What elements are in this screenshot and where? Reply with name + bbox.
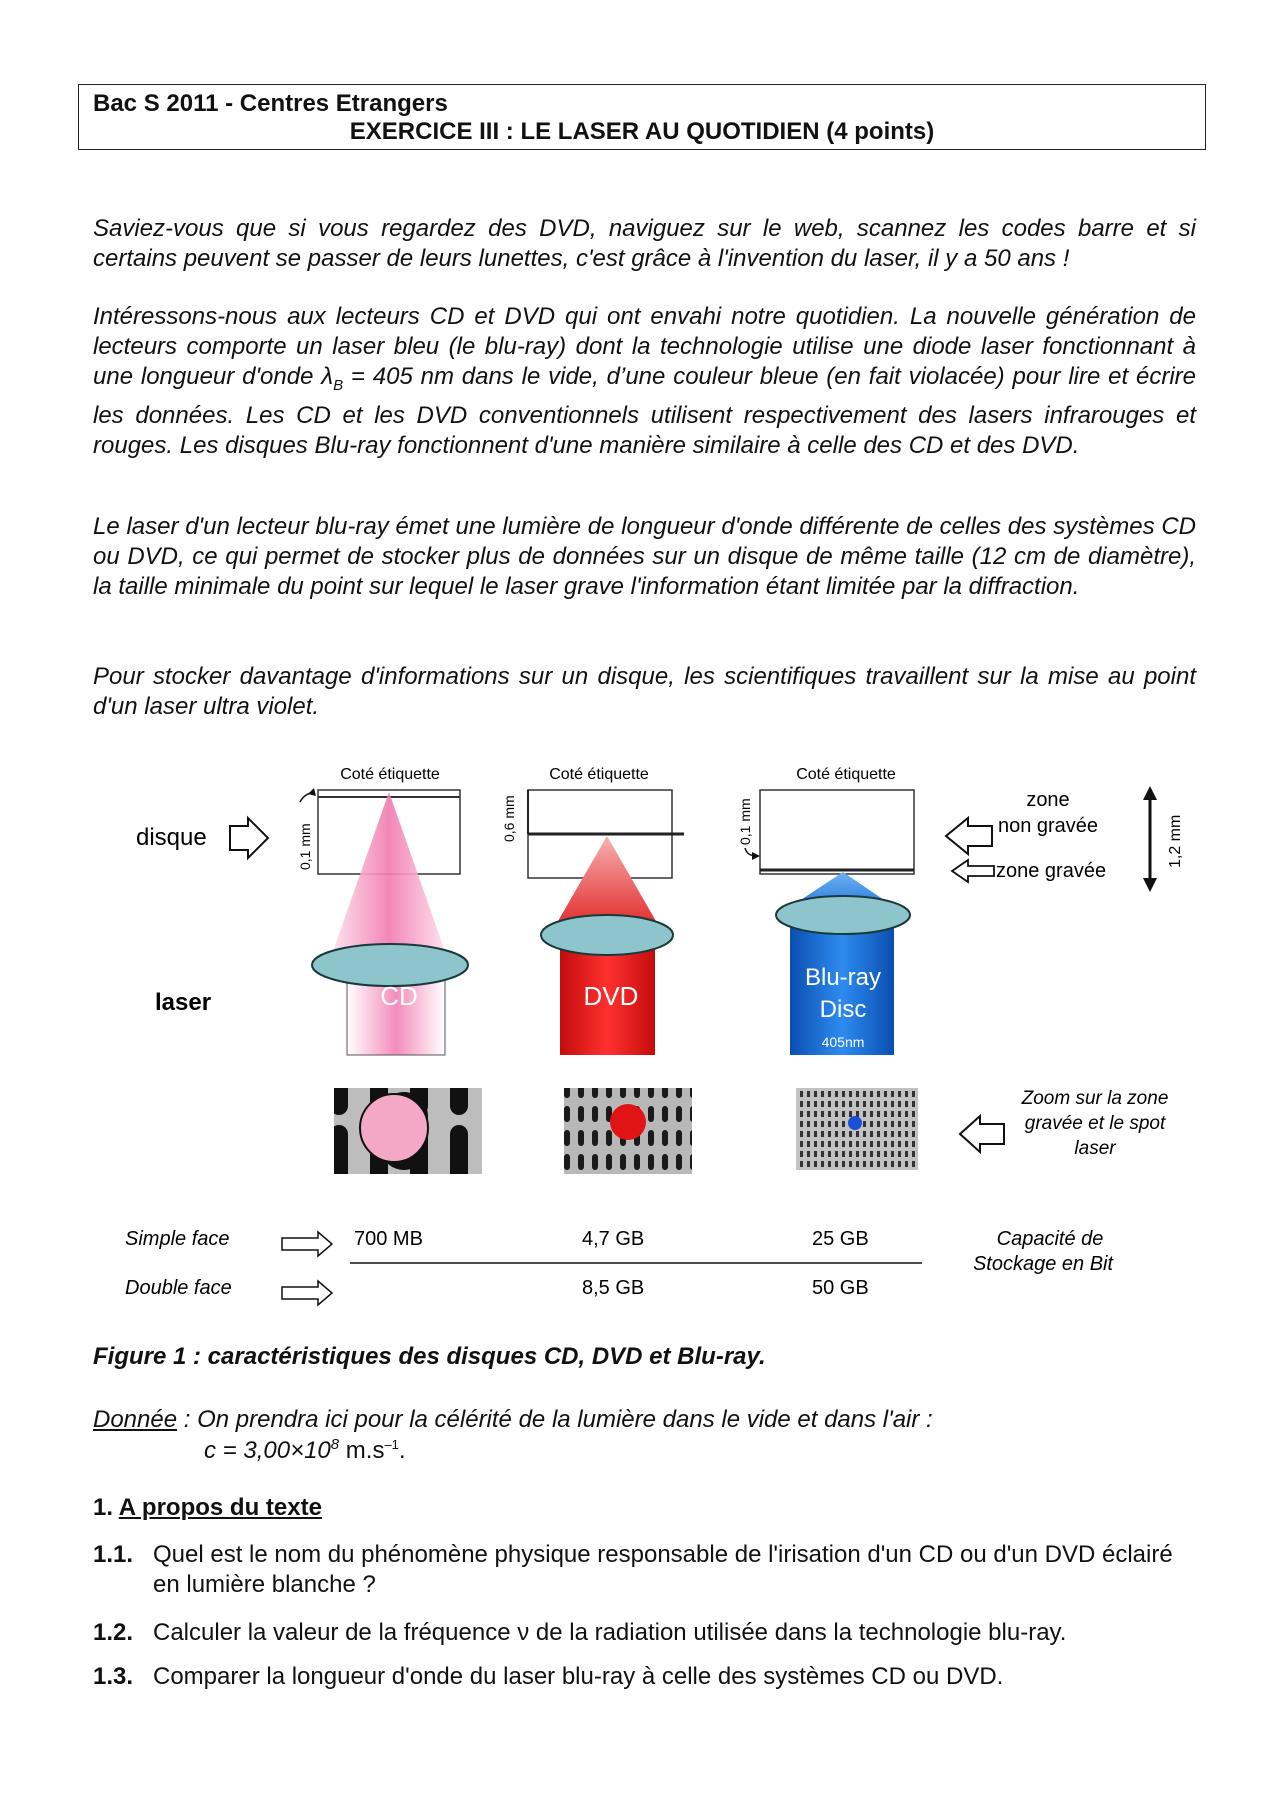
- question-text: Calculer la valeur de la fréquence ν de la radiation utilisée dans la technologie blu-ray.: [153, 1619, 1067, 1646]
- zoom-label-1: Zoom sur la zone: [1021, 1088, 1169, 1109]
- figure-caption: Figure 1 : caractéristiques des disques CD, DVD et Blu-ray.: [93, 1343, 766, 1370]
- lambda-subscript: B: [333, 376, 344, 394]
- bluray-simple-capacity: 25 GB: [812, 1228, 869, 1250]
- bluray-beam-label-3: 405nm: [821, 1034, 865, 1050]
- zoom-label-3: laser: [1074, 1138, 1116, 1159]
- bluray-double-capacity: 50 GB: [812, 1277, 869, 1299]
- formula-a: c = 3,00×10: [204, 1437, 331, 1464]
- cd-label-side: Coté étiquette: [340, 766, 440, 783]
- donnee-text: : On prendra ici pour la célérité de la lumière dans le vide et dans l'air :: [177, 1406, 933, 1433]
- zone-gravee-label: zone gravée: [996, 860, 1107, 882]
- bluray-disc: [760, 790, 914, 874]
- zone-non-gravee-arrow-icon: [946, 818, 992, 854]
- dvd-double-capacity: 8,5 GB: [582, 1277, 645, 1299]
- formula-b: m.s: [339, 1437, 385, 1464]
- light-speed-formula: [204, 1436, 406, 1465]
- dvd-lens: [541, 915, 673, 955]
- formula-end: .: [398, 1437, 406, 1464]
- section-number: 1.: [93, 1494, 114, 1521]
- lambda-symbol: λ: [321, 363, 334, 390]
- question-text: Quel est le nom du phénomène physique responsable de l'irisation d'un CD ou d'un DVD éclairé en lumière blanche ?: [153, 1541, 1173, 1598]
- question-number: 1.1.: [93, 1541, 134, 1568]
- paragraph-readers-start: Intéressons-nous aux lecteurs CD et DVD qui ont envahi notre quotidien. La nouvelle génération de lecteurs comporte un laser bleu (le blu-ray) dont la technologie utilise une diode laser fonctionnant à une longueur d'onde: [93, 303, 1196, 390]
- zoom-label-2: gravée et le spot: [1024, 1113, 1166, 1134]
- intro-paragraph: Saviez-vous que si vous regardez des DVD, naviguez sur le web, scannez les codes barre et si certains peuvent se passer de leurs lunettes, c'est grâce à l'invention du laser, il y a 50 ans !: [93, 215, 1196, 272]
- cd-beam-label: CD: [380, 981, 418, 1011]
- zoom-arrow-icon: [960, 1116, 1004, 1152]
- zone-gravee-arrow-icon: [952, 860, 994, 882]
- laser-label: laser: [155, 989, 212, 1016]
- simple-face-label: Simple face: [125, 1228, 230, 1250]
- question-text: Comparer la longueur d'onde du laser blu-ray à celle des systèmes CD ou DVD.: [153, 1663, 1004, 1690]
- cd-thickness-label: 0,1 mm: [297, 823, 313, 870]
- bluray-thickness-label: 0,1 mm: [737, 798, 753, 845]
- paragraph-bluray: Le laser d'un lecteur blu-ray émet une lumière de longueur d'onde différente de celles des systèmes CD ou DVD, ce qui permet de stocker plus de données sur un disque de même taille (12 cm de diamètre), la taille minimale du point sur lequel le laser grave l'information étant limitée par la diffraction.: [93, 513, 1196, 600]
- zone-non-gravee-label-2: non gravée: [997, 815, 1099, 837]
- formula-exp: 8: [330, 1436, 340, 1453]
- exam-title: Bac S 2011 - Centres Etrangers: [93, 90, 448, 117]
- donnee-line: [93, 1406, 933, 1434]
- paragraph-readers-end: = 405 nm dans le vide, d’une couleur bleue (en fait violacée) pour lire et écrire les données. Les CD et les DVD conventionnels utilisent respectivement des lasers infrarouges et rouges. Les disques Blu-ray fonctionnent d'une manière similaire à celle des CD et des DVD.: [93, 363, 1197, 459]
- capacity-label-1: Capacité de: [996, 1228, 1104, 1250]
- dvd-simple-capacity: 4,7 GB: [582, 1228, 645, 1250]
- disque-label: disque: [136, 824, 207, 851]
- cd-lens: [312, 944, 468, 986]
- section-title-text: A propos du texte: [118, 1494, 322, 1521]
- question-number: 1.3.: [93, 1663, 134, 1690]
- donnee-label: Donnée: [93, 1406, 178, 1433]
- bluray-lens: [776, 896, 910, 934]
- dvd-thickness-label: 0,6 mm: [501, 795, 517, 842]
- zone-non-gravee-label-1: zone: [1026, 789, 1070, 811]
- question-number: 1.2.: [93, 1619, 134, 1646]
- disque-arrow-icon: [230, 818, 268, 858]
- cd-simple-capacity: 700 MB: [354, 1228, 423, 1250]
- simple-face-arrow-icon: [282, 1232, 332, 1256]
- bluray-beam-label-1: Blu-ray: [804, 964, 882, 991]
- exercise-title: EXERCICE III : LE LASER AU QUOTIDIEN (4 points): [349, 118, 935, 145]
- formula-exp2: –1: [384, 1437, 399, 1452]
- capacity-label-2: Stockage en Bit: [972, 1253, 1114, 1275]
- paragraph-ultraviolet: Pour stocker davantage d'informations sur un disque, les scientifiques travaillent sur la mise au point d'un laser ultra violet.: [93, 663, 1196, 720]
- section-title: [93, 1494, 322, 1522]
- dvd-beam-label: DVD: [583, 981, 639, 1011]
- bluray-label-side: Coté étiquette: [796, 766, 896, 783]
- total-thickness-label: 1,2 mm: [1167, 814, 1184, 868]
- dvd-label-side: Coté étiquette: [549, 766, 649, 783]
- double-face-label: Double face: [125, 1277, 232, 1299]
- double-face-arrow-icon: [282, 1281, 332, 1305]
- bluray-beam-label-2: Disc: [819, 996, 867, 1023]
